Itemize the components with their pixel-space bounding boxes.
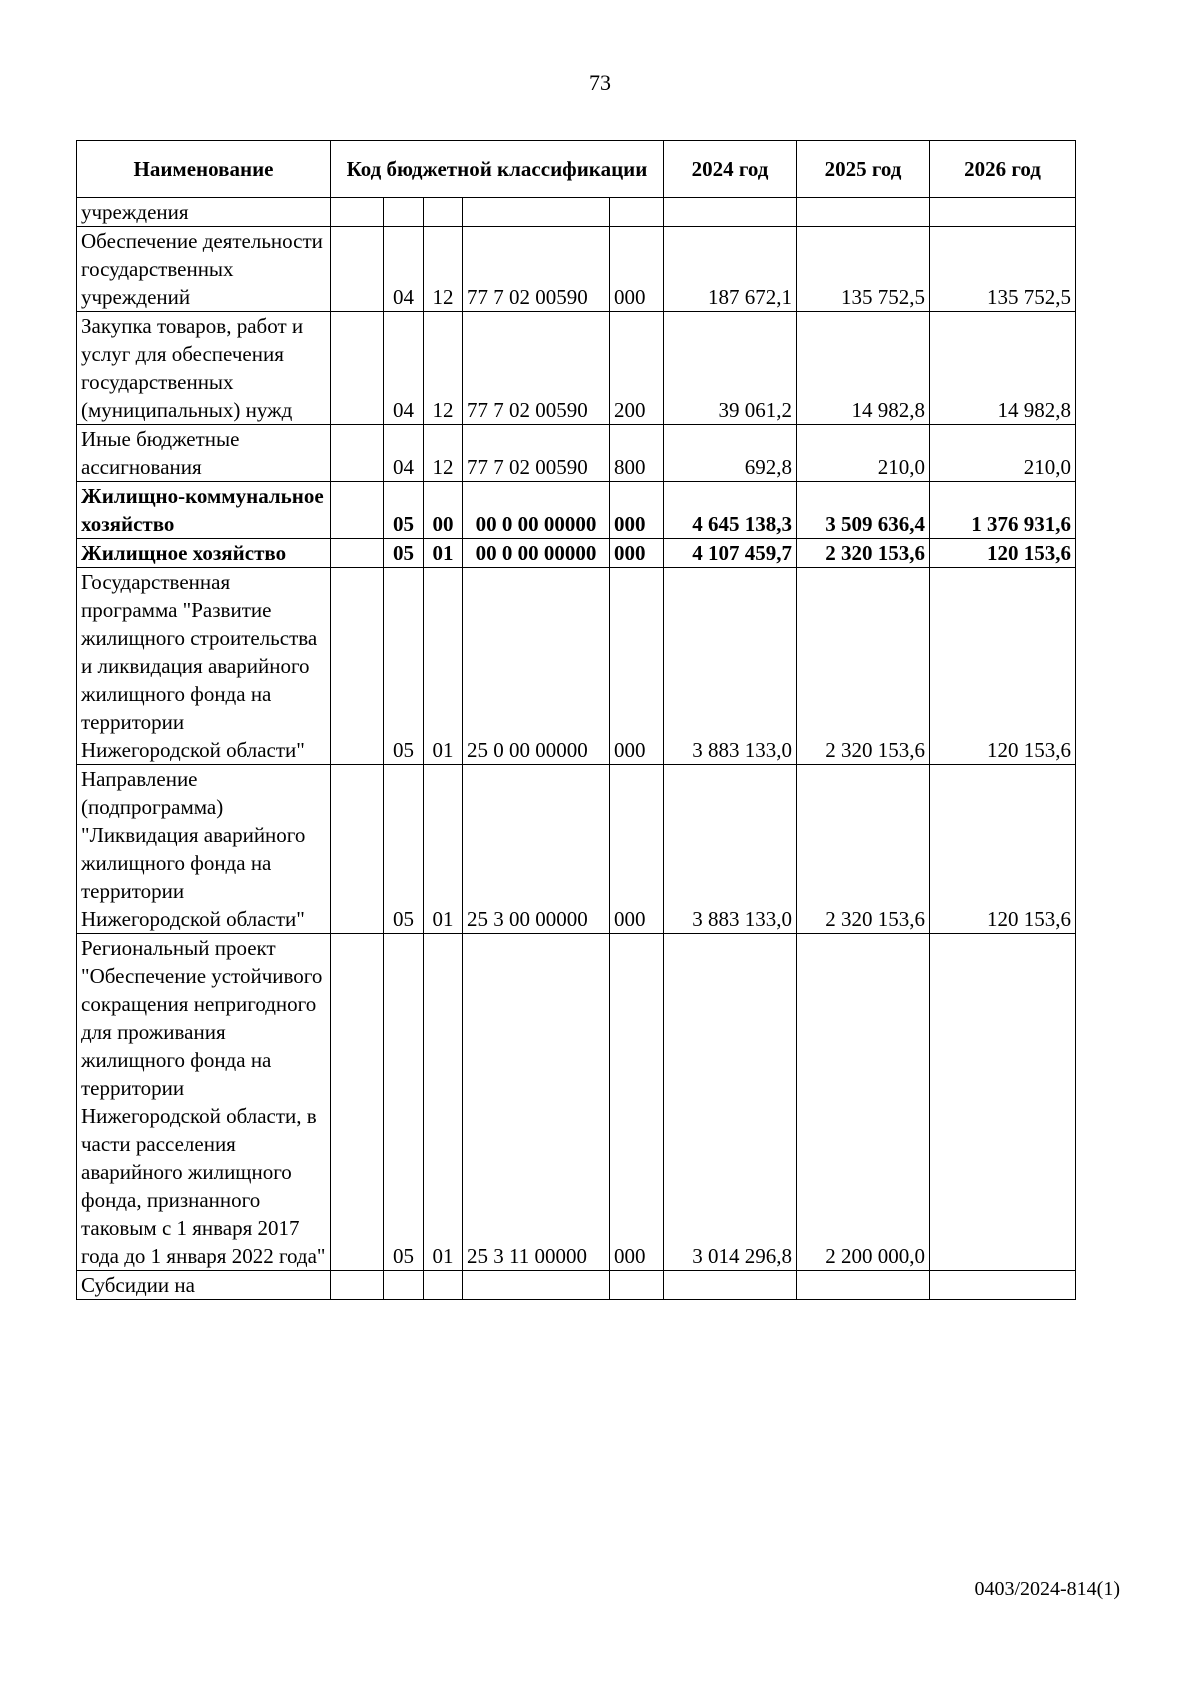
row-name: Закупка товаров, работ и услуг для обеспечения государственных (муниципальных) нужд — [77, 312, 331, 425]
row-target-article: 25 3 00 00000 — [463, 765, 610, 934]
row-value-2026: 120 153,6 — [930, 568, 1076, 765]
row-section: 05 — [384, 568, 424, 765]
row-expense-type: 000 — [610, 934, 664, 1271]
row-value-2024 — [664, 198, 797, 227]
row-target-article: 77 7 02 00590 — [463, 312, 610, 425]
row-value-2026: 14 982,8 — [930, 312, 1076, 425]
row-empty — [331, 482, 384, 539]
row-value-2024: 39 061,2 — [664, 312, 797, 425]
budget-table — [76, 140, 1076, 1300]
row-name: Государственная программа "Развитие жилищного строительства и ликвидация аварийного жилищного фонда на территории Нижегородской области" — [77, 568, 331, 765]
row-value-2026: 120 153,6 — [930, 765, 1076, 934]
table-row — [77, 568, 1076, 765]
row-expense-type: 800 — [610, 425, 664, 482]
row-value-2025 — [797, 1271, 930, 1300]
row-section: 05 — [384, 765, 424, 934]
row-subsection — [424, 198, 463, 227]
row-value-2024: 187 672,1 — [664, 227, 797, 312]
row-subsection: 01 — [424, 539, 463, 568]
row-empty — [331, 312, 384, 425]
row-expense-type — [610, 198, 664, 227]
row-value-2024: 3 883 133,0 — [664, 765, 797, 934]
row-target-article — [463, 1271, 610, 1300]
row-empty — [331, 198, 384, 227]
row-subsection: 12 — [424, 312, 463, 425]
row-value-2024: 3 883 133,0 — [664, 568, 797, 765]
row-subsection: 12 — [424, 425, 463, 482]
header-name: Наименование — [77, 141, 331, 198]
row-empty — [331, 934, 384, 1271]
row-value-2024: 4 645 138,3 — [664, 482, 797, 539]
row-empty — [331, 765, 384, 934]
table-header-row — [77, 141, 1076, 198]
row-empty — [331, 425, 384, 482]
row-expense-type: 000 — [610, 482, 664, 539]
row-empty — [331, 227, 384, 312]
row-empty — [331, 568, 384, 765]
row-value-2025: 210,0 — [797, 425, 930, 482]
row-value-2025: 2 200 000,0 — [797, 934, 930, 1271]
table-row — [77, 539, 1076, 568]
row-value-2024: 3 014 296,8 — [664, 934, 797, 1271]
row-expense-type: 200 — [610, 312, 664, 425]
row-empty — [331, 1271, 384, 1300]
row-expense-type — [610, 1271, 664, 1300]
table-row — [77, 482, 1076, 539]
row-value-2025: 2 320 153,6 — [797, 539, 930, 568]
row-subsection — [424, 1271, 463, 1300]
row-value-2026 — [930, 934, 1076, 1271]
table-row — [77, 934, 1076, 1271]
row-value-2025: 135 752,5 — [797, 227, 930, 312]
row-section — [384, 1271, 424, 1300]
table-row — [77, 227, 1076, 312]
row-value-2025: 14 982,8 — [797, 312, 930, 425]
header-2024: 2024 год — [664, 141, 797, 198]
row-expense-type: 000 — [610, 568, 664, 765]
row-value-2025: 2 320 153,6 — [797, 568, 930, 765]
row-target-article: 77 7 02 00590 — [463, 425, 610, 482]
row-expense-type: 000 — [610, 539, 664, 568]
row-subsection: 01 — [424, 765, 463, 934]
row-expense-type: 000 — [610, 227, 664, 312]
row-target-article: 00 0 00 00000 — [463, 539, 610, 568]
row-value-2026: 1 376 931,6 — [930, 482, 1076, 539]
row-target-article: 00 0 00 00000 — [463, 482, 610, 539]
page-number: 73 — [589, 70, 611, 95]
row-target-article: 25 3 11 00000 — [463, 934, 610, 1271]
row-subsection: 01 — [424, 934, 463, 1271]
row-expense-type: 000 — [610, 765, 664, 934]
row-subsection: 01 — [424, 568, 463, 765]
table-row — [77, 198, 1076, 227]
row-name: Иные бюджетные ассигнования — [77, 425, 331, 482]
row-section: 05 — [384, 934, 424, 1271]
row-name: Направление (подпрограмма) "Ликвидация аварийного жилищного фонда на территории Нижегородской области" — [77, 765, 331, 934]
header-2025: 2025 год — [797, 141, 930, 198]
row-value-2025 — [797, 198, 930, 227]
row-section: 04 — [384, 425, 424, 482]
row-name: Региональный проект "Обеспечение устойчивого сокращения непригодного для проживания жилищного фонда на территории Нижегородской области, в части расселения аварийного жилищного фонда, признанного таковым с 1 января 2017 года до 1 января 2022 года" — [77, 934, 331, 1271]
row-section: 04 — [384, 227, 424, 312]
row-section — [384, 198, 424, 227]
row-value-2026: 135 752,5 — [930, 227, 1076, 312]
row-value-2026 — [930, 1271, 1076, 1300]
row-section: 04 — [384, 312, 424, 425]
table-row — [77, 765, 1076, 934]
row-value-2024: 4 107 459,7 — [664, 539, 797, 568]
row-name: Жилищно-коммунальное хозяйство — [77, 482, 331, 539]
row-target-article — [463, 198, 610, 227]
row-empty — [331, 539, 384, 568]
document-id: 0403/2024-814(1) — [974, 1578, 1120, 1600]
row-value-2026: 120 153,6 — [930, 539, 1076, 568]
row-name: Субсидии на — [77, 1271, 331, 1300]
table-row — [77, 425, 1076, 482]
row-value-2024 — [664, 1271, 797, 1300]
row-name: учреждения — [77, 198, 331, 227]
table-row — [77, 312, 1076, 425]
row-value-2026: 210,0 — [930, 425, 1076, 482]
row-name: Обеспечение деятельности государственных учреждений — [77, 227, 331, 312]
row-section: 05 — [384, 539, 424, 568]
table-row — [77, 1271, 1076, 1300]
row-value-2026 — [930, 198, 1076, 227]
header-2026: 2026 год — [930, 141, 1076, 198]
row-value-2025: 3 509 636,4 — [797, 482, 930, 539]
row-section: 05 — [384, 482, 424, 539]
row-name: Жилищное хозяйство — [77, 539, 331, 568]
row-subsection: 00 — [424, 482, 463, 539]
row-target-article: 25 0 00 00000 — [463, 568, 610, 765]
row-target-article: 77 7 02 00590 — [463, 227, 610, 312]
row-value-2024: 692,8 — [664, 425, 797, 482]
row-subsection: 12 — [424, 227, 463, 312]
header-code: Код бюджетной классификации — [331, 141, 664, 198]
row-value-2025: 2 320 153,6 — [797, 765, 930, 934]
